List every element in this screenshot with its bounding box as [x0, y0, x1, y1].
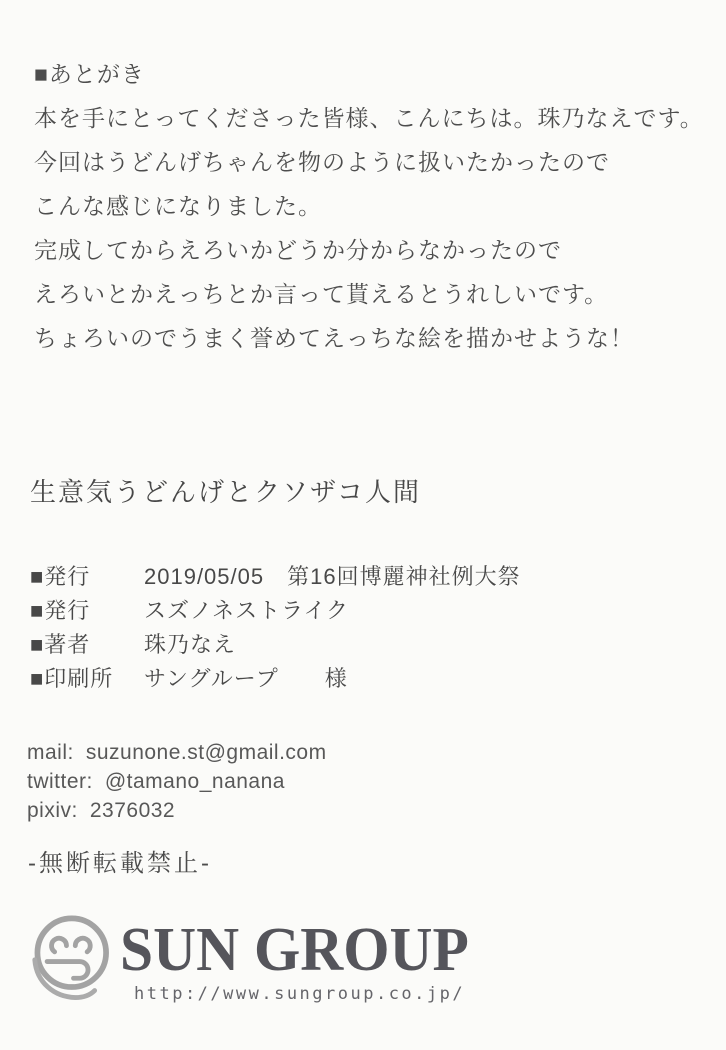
- afterword-line: 本を手にとってくださった皆様、こんにちは。珠乃なえです。: [34, 105, 704, 131]
- contact-pixiv: 2376032: [89, 799, 176, 822]
- afterword-line: 完成してからえろいかどうか分からなかったので: [34, 237, 562, 263]
- colophon-row: [30, 660, 521, 694]
- colophon-row: [30, 592, 521, 626]
- sun-group-logo-icon: [26, 910, 114, 1006]
- colophon-section: [30, 558, 521, 694]
- colophon-label: ■発行: [30, 597, 91, 623]
- printer-logo: [26, 910, 483, 1006]
- contact-label: pixiv:: [27, 799, 78, 822]
- afterword-line: 今回はうどんげちゃんを物のように扱いたかったので: [34, 149, 610, 175]
- afterword-line: ちょろいのでうまく誉めてえっちな絵を描かせような！: [34, 325, 634, 351]
- colophon-label: ■著者: [30, 631, 91, 657]
- colophon-row: [30, 626, 521, 660]
- contact-row: [27, 796, 327, 825]
- afterword-line: こんな感じになりました。: [34, 193, 322, 219]
- doujin-title: 生意気うどんげとクソザコ人間: [30, 477, 421, 507]
- printer-name: SUN GROUP: [120, 916, 469, 984]
- colophon-value: 2019/05/05 第16回博麗神社例大祭: [144, 563, 521, 589]
- contact-email: suzunone.st@gmail.com: [85, 741, 327, 764]
- colophon-label: ■印刷所: [30, 665, 114, 691]
- contact-section: [27, 738, 327, 825]
- printer-logo-text: [120, 910, 483, 1004]
- afterword-heading: ■あとがき: [34, 61, 145, 87]
- contact-row: [27, 738, 327, 767]
- colophon-label: ■発行: [30, 563, 91, 589]
- contact-label: mail:: [27, 741, 74, 764]
- afterword-line: えろいとかえっちとか言って貰えるとうれしいです。: [34, 281, 609, 307]
- colophon-row: [30, 558, 521, 592]
- reproduction-notice: -無断転載禁止-: [28, 850, 212, 877]
- colophon-value: 珠乃なえ: [144, 631, 237, 657]
- colophon-value: サングループ 様: [144, 665, 348, 691]
- afterword-section: [34, 52, 704, 360]
- colophon-value: スズノネストライク: [144, 597, 350, 623]
- contact-twitter: @tamano_nanana: [104, 770, 285, 793]
- contact-row: [27, 767, 327, 796]
- printer-url: http://www.sungroup.co.jp/: [134, 984, 466, 1005]
- contact-label: twitter:: [27, 770, 93, 793]
